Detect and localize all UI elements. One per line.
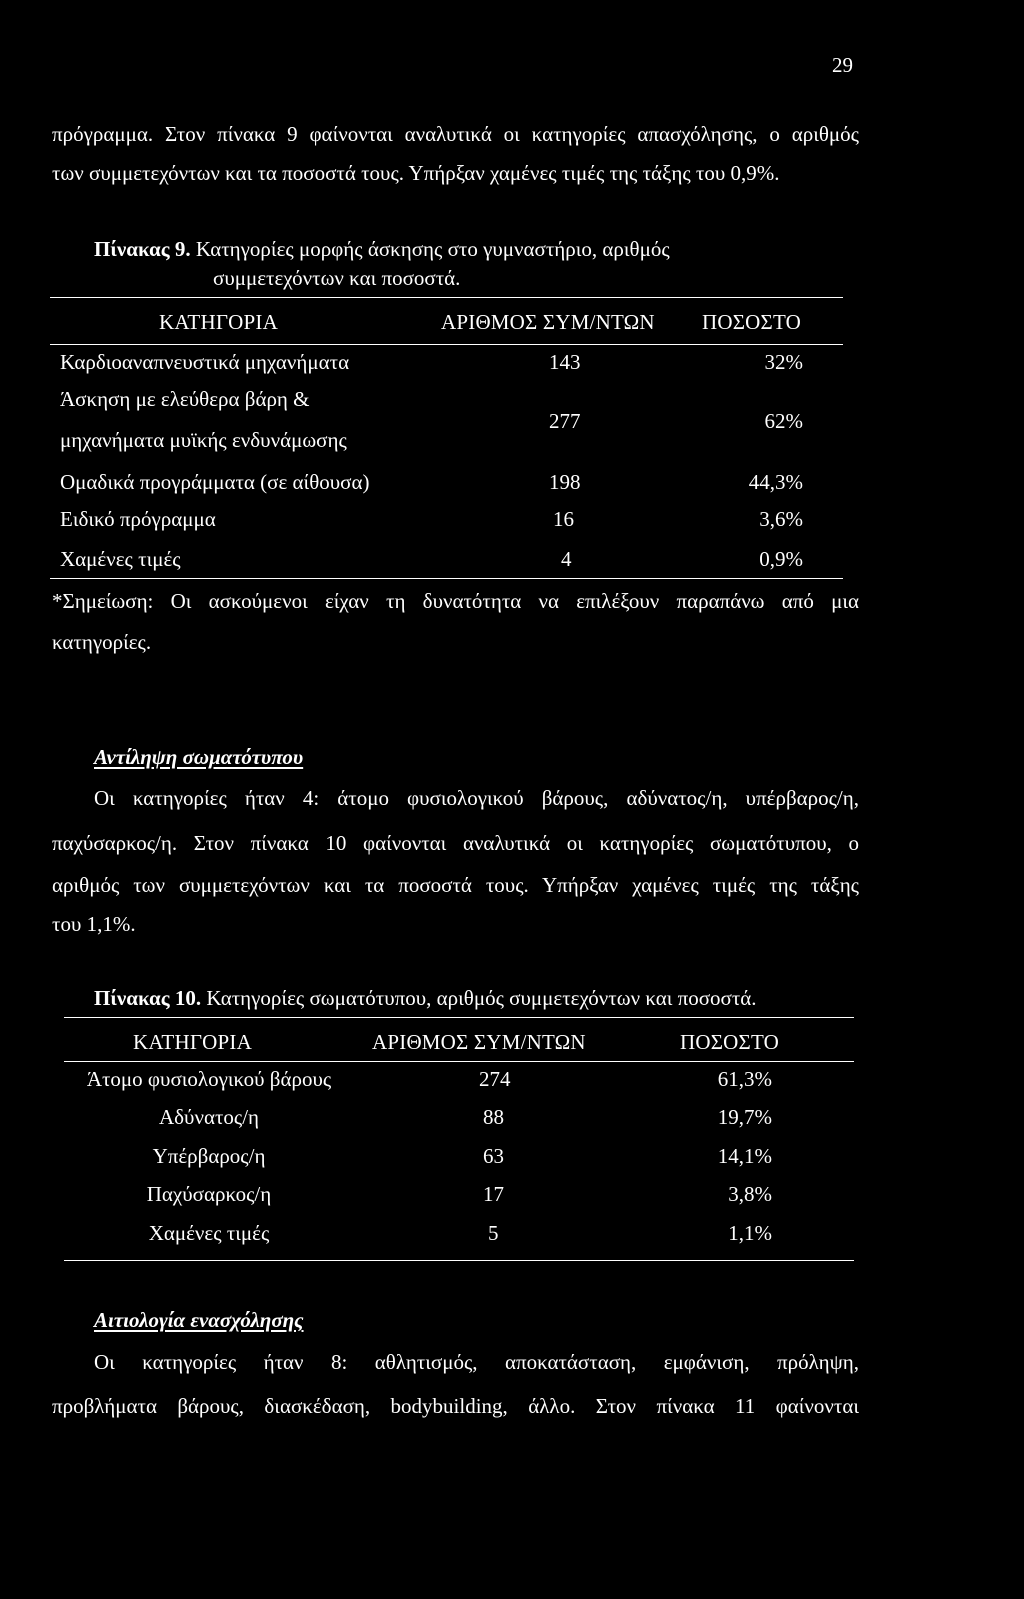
table9-cell-count: 16 <box>553 507 574 531</box>
section-body-line-4: του 1,1%. <box>52 912 136 936</box>
intro-line-2: των συμμετεχόντων και τα ποσοστά τους. Υπήρξαν χαμένες τιμές της τάξης του 0,9%. <box>52 161 780 185</box>
intro-line-1: πρόγραμμα. Στον πίνακα 9 φαίνονται αναλυτικά οι κατηγορίες απασχόλησης, ο αριθμός <box>52 122 859 146</box>
table9-header-count: ΑΡΙΘΜΟΣ ΣΥΜ/ΝΤΩΝ <box>441 310 655 334</box>
table9-caption-label: Πίνακας 9. <box>94 237 191 261</box>
table10-bottom-rule <box>64 1260 854 1261</box>
table10-cell-percent: 19,7% <box>717 1105 772 1129</box>
table9-cell-category: Χαμένες τιμές <box>60 547 181 571</box>
table9-cell-category: Καρδιοαναπνευστικά μηχανήματα <box>60 350 350 374</box>
table9-cell-percent: 62% <box>764 409 803 433</box>
table10-cell-count: 5 <box>488 1221 499 1245</box>
table10-cell-category: Αδύνατος/η <box>158 1105 260 1129</box>
table10-header-rule <box>64 1061 854 1062</box>
table9-caption-line-2: συμμετεχόντων και ποσοστά. <box>213 266 461 290</box>
table10-cell-category: Υπέρβαρος/η <box>152 1144 266 1168</box>
table10-caption-label: Πίνακας 10. <box>94 986 202 1010</box>
table10-header-category: ΚΑΤΗΓΟΡΙΑ <box>133 1030 252 1054</box>
section-body-line-3: αριθμός των συμμετεχόντων και τα ποσοστά τους. Υπήρξαν χαμένες τιμές της τάξης <box>52 873 859 897</box>
table9-header-category: ΚΑΤΗΓΟΡΙΑ <box>159 310 278 334</box>
table9-caption-text: Κατηγορίες μορφής άσκησης στο γυμναστήριο, αριθμός <box>195 237 670 261</box>
table9-cell-percent: 44,3% <box>748 470 803 494</box>
table10-cell-percent: 3,8% <box>728 1182 772 1206</box>
table10-cell-count: 17 <box>483 1182 504 1206</box>
table10-caption-text: Κατηγορίες σωματότυπου, αριθμός συμμετεχόντων και ποσοστά. <box>206 986 757 1010</box>
table9-top-rule <box>50 297 843 298</box>
table9-cell-category: Ομαδικά προγράμματα (σε αίθουσα) <box>60 470 370 494</box>
table9-header-percent: ΠΟΣΟΣΤΟ <box>702 310 801 334</box>
table10-caption <box>94 988 757 1009</box>
table10-header-count: ΑΡΙΘΜΟΣ ΣΥΜ/ΝΤΩΝ <box>372 1030 586 1054</box>
table9-cell-count: 4 <box>561 547 572 571</box>
table9-header-rule <box>50 344 843 345</box>
table9-cell-count: 277 <box>549 409 581 433</box>
section-body-line-2: παχύσαρκος/η. Στον πίνακα 10 φαίνονται αναλυτικά οι κατηγορίες σωματότυπου, ο <box>52 831 859 855</box>
page-number: 29 <box>832 53 853 77</box>
section-motivation-line-1: Οι κατηγορίες ήταν 8: αθλητισμός, αποκατάσταση, εμφάνιση, πρόληψη, <box>94 1350 859 1374</box>
section-heading-body-image: Αντίληψη σωματότυπου <box>94 745 304 769</box>
table10-cell-count: 274 <box>479 1067 511 1091</box>
section-heading-motivation: Αιτιολογία ενασχόλησης <box>94 1308 304 1332</box>
table10-cell-percent: 1,1% <box>728 1221 772 1245</box>
table10-cell-category: Άτομο φυσιολογικού βάρους <box>86 1067 332 1091</box>
table9-caption <box>94 239 670 260</box>
table9-cell-percent: 3,6% <box>759 507 803 531</box>
table10-cell-category: Παχύσαρκος/η <box>146 1182 272 1206</box>
table9-cell-count: 198 <box>549 470 581 494</box>
section-body-line-1: Οι κατηγορίες ήταν 4: άτομο φυσιολογικού βάρους, αδύνατος/η, υπέρβαρος/η, <box>94 786 859 810</box>
section-motivation-line-2: προβλήματα βάρους, διασκέδαση, bodybuilding, άλλο. Στον πίνακα 11 φαίνονται <box>52 1394 859 1418</box>
table10-cell-category: Χαμένες τιμές <box>148 1221 270 1245</box>
table9-note-line-1: *Σημείωση: Οι ασκούμενοι είχαν τη δυνατότητα να επιλέξουν παραπάνω από μια <box>52 589 859 613</box>
table9-cell-percent: 0,9% <box>759 547 803 571</box>
table10-cell-count: 63 <box>483 1144 504 1168</box>
table10-header-percent: ΠΟΣΟΣΤΟ <box>680 1030 779 1054</box>
table9-cell-category: Ειδικό πρόγραμμα <box>60 507 216 531</box>
table9-cell-percent: 32% <box>764 350 803 374</box>
table9-bottom-rule <box>50 578 843 579</box>
table10-top-rule <box>64 1017 854 1018</box>
table9-cell-count: 143 <box>549 350 581 374</box>
table10-cell-percent: 14,1% <box>717 1144 772 1168</box>
table9-note-line-2: κατηγορίες. <box>52 630 152 654</box>
table10-cell-percent: 61,3% <box>717 1067 772 1091</box>
table9-cell-category-line-1: Άσκηση με ελεύθερα βάρη & <box>60 387 310 411</box>
table9-cell-category-line-2: μηχανήματα μυϊκής ενδυνάμωσης <box>60 428 347 452</box>
table10-cell-count: 88 <box>483 1105 504 1129</box>
